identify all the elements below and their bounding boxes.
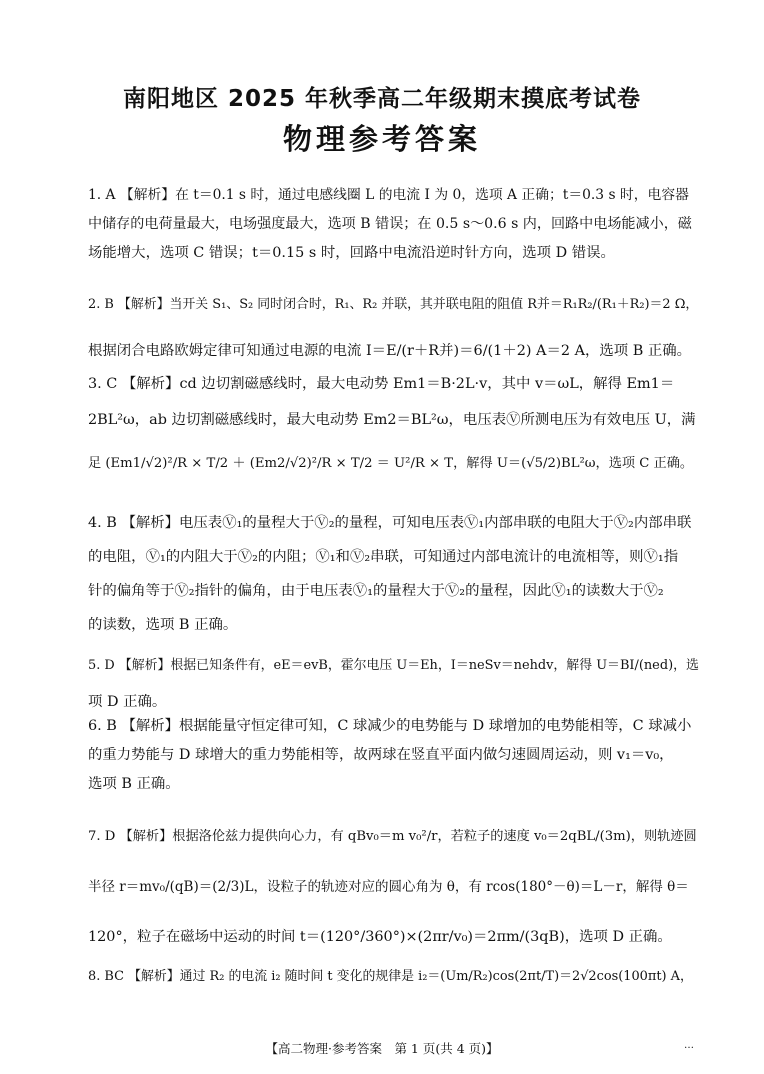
- answer-line: 2. B 【解析】当开关 S₁、S₂ 同时闭合时，R₁、R₂ 并联，其并联电阻的阻值 R并＝R₁R₂/(R₁＋R₂)＝2 Ω，: [88, 297, 699, 312]
- exam-title: 南阳地区 2025 年秋季高二年级期末摸底考试卷: [122, 86, 642, 112]
- answer-line: 3. C 【解析】cd 边切割磁感线时，最大电动势 Em1＝B·2L·v，其中 v＝ωL，解得 Em1＝: [88, 376, 675, 392]
- answer-1: [88, 181, 700, 268]
- answer-3: [88, 366, 700, 490]
- answer-line: 4. B 【解析】电压表Ⓥ₁的量程大于Ⓥ₂的量程，可知电压表Ⓥ₁内部串联的电阻大于Ⓥ₂内部串联: [88, 515, 692, 531]
- answer-line: 1. A 【解析】在 t＝0.1 s 时，通过电感线圈 L 的电流 I 为 0，选项 A 正确；t＝0.3 s 时，电容器: [88, 187, 689, 203]
- answer-line: 120°，粒子在磁场中运动的时间 t＝(120°/360°)×(2πr/v₀)＝2πm/(3qB)，选项 D 正确。: [88, 929, 672, 945]
- answer-4: [88, 506, 700, 642]
- answer-line: 半径 r＝mv₀/(qB)＝(2/3)L，设粒子的轨迹对应的圆心角为 θ，有 rcos(180°－θ)＝L－r，解得 θ＝: [88, 879, 689, 895]
- answer-line: 2BL²ω，ab 边切割磁感线时，最大电动势 Em2＝BL²ω，电压表Ⓥ所测电压为有效电压 U，满: [88, 412, 696, 428]
- answer-line: 针的偏角等于Ⓥ₂指针的偏角，由于电压表Ⓥ₁的量程大于Ⓥ₂的量程，因此Ⓥ₁的读数大于Ⓥ₂: [88, 583, 664, 599]
- answer-2: [88, 282, 700, 374]
- answer-6: [88, 712, 700, 799]
- answer-7: [88, 812, 700, 962]
- answer-line: 6. B 【解析】根据能量守恒定律可知，C 球减少的电势能与 D 球增加的电势能相等，C 球减小: [88, 718, 692, 734]
- answer-key-title: 物理参考答案: [282, 122, 481, 156]
- answer-line: 7. D 【解析】根据洛伦兹力提供向心力，有 qBv₀＝m v₀²/r，若粒子的速度 v₀＝2qBL/(3m)，则轨迹圆: [88, 829, 697, 844]
- answer-5: [88, 648, 700, 720]
- answer-line: 的电阻，Ⓥ₁的内阻大于Ⓥ₂的内阻；Ⓥ₁和Ⓥ₂串联，可知通过内部电流计的电流相等，则Ⓥ₁指: [88, 549, 679, 565]
- answer-line: 选项 B 正确。: [88, 776, 180, 792]
- answer-line: 场能增大，选项 C 错误；t＝0.15 s 时，回路中电流沿逆时针方向，选项 D 错误。: [88, 245, 615, 261]
- answer-line: 根据闭合电路欧姆定律可知通过电源的电流 I＝E/(r＋R并)＝6/(1＋2) A＝2 A，选项 B 正确。: [88, 343, 692, 359]
- answer-line: 的重力势能与 D 球增大的重力势能相等，故两球在竖直平面内做匀速圆周运动，则 v₁＝v₀，: [88, 747, 674, 763]
- answer-line: 中储存的电荷量最大，电场强度最大，选项 B 错误；在 0.5 s～0.6 s 内，回路中电场能减小，磁: [88, 216, 692, 232]
- answer-line: 的读数，选项 B 正确。: [88, 617, 238, 633]
- answer-8: [88, 957, 700, 997]
- answer-line: 5. D 【解析】根据已知条件有，eE＝evB，霍尔电压 U＝Eh，I＝neSv＝nehdv，解得 U＝BI/(ned)，选: [88, 658, 699, 673]
- answer-line: 8. BC 【解析】通过 R₂ 的电流 i₂ 随时间 t 变化的规律是 i₂＝(Um/R₂)cos(2πt/T)＝2√2cos(100πt) A，: [88, 969, 693, 984]
- page-footer: 【高二物理·参考答案 第 1 页(共 4 页)】: [265, 1041, 499, 1056]
- answer-line: 项 D 正确。: [88, 694, 167, 710]
- answer-line: 足 (Em1/√2)²/R × T/2 ＋ (Em2/√2)²/R × T/2 ＝ U²/R × T，解得 U＝(√5/2)BL²ω，选项 C 正确。: [88, 456, 694, 471]
- corner-mark: …: [684, 1040, 694, 1051]
